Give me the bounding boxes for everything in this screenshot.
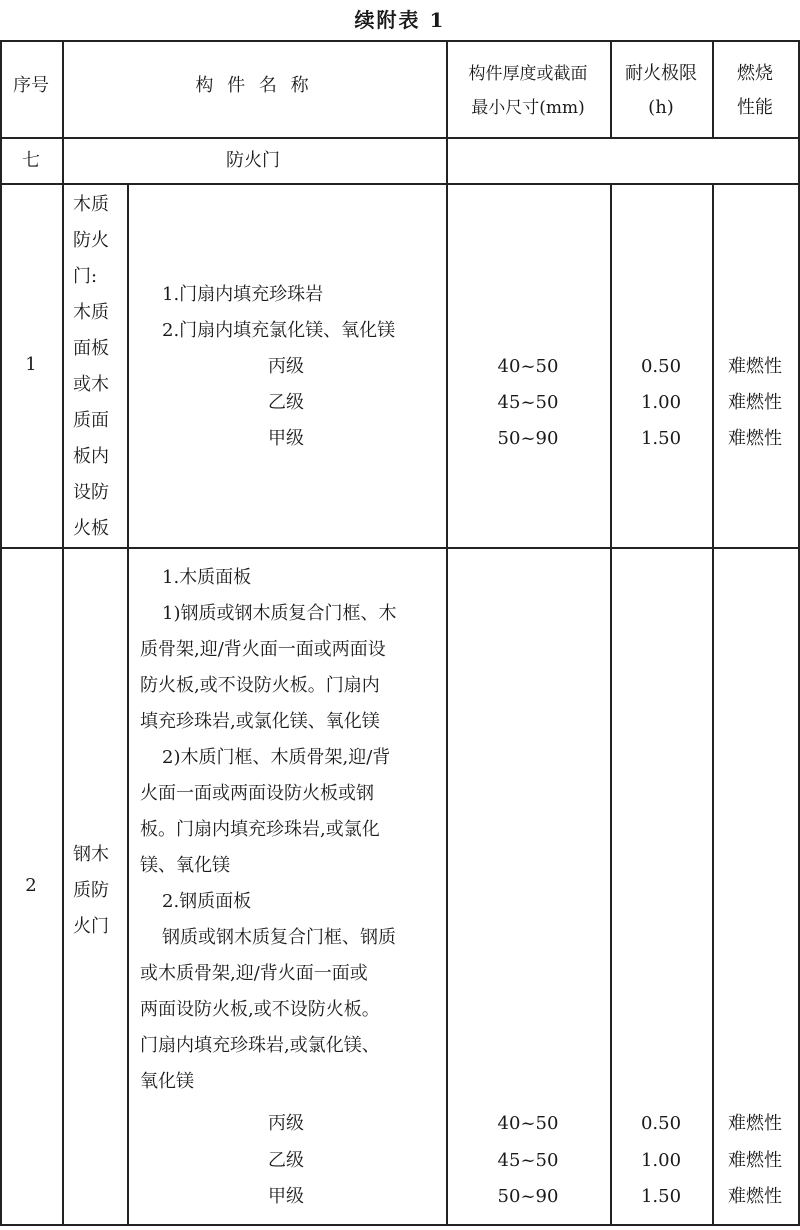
row1-grade: 丙级 <box>268 356 304 377</box>
row2-name-line: 火门 <box>73 916 109 937</box>
row1-bottom-rule <box>0 547 800 549</box>
row1-desc-line: 2.门扇内填充氯化镁、氧化镁 <box>162 320 396 341</box>
row1-name-line: 门: <box>73 266 98 287</box>
fire-resistance-table <box>0 40 800 1226</box>
row2-desc-line: 门扇内填充珍珠岩,或氯化镁、 <box>140 1035 380 1056</box>
row1-name-line: 质面 <box>73 410 109 431</box>
row1-burn: 难燃性 <box>728 392 782 413</box>
row1-grade: 甲级 <box>268 428 304 449</box>
row2-name-line: 质防 <box>73 880 109 901</box>
section-bottom-rule <box>0 183 800 185</box>
header-thickness-line1: 构件厚度或截面 <box>468 64 588 84</box>
row2-desc-line: 1.木质面板 <box>162 567 252 588</box>
row2-fire: 0.50 <box>640 1113 682 1134</box>
row1-name-line: 面板 <box>73 338 109 359</box>
row2-desc-line: 质骨架,迎/背火面一面或两面设 <box>140 639 386 660</box>
row2-burn: 难燃性 <box>728 1150 782 1171</box>
row1-desc-line: 1.门扇内填充珍珠岩 <box>162 284 324 305</box>
header-bottom-rule <box>0 137 800 139</box>
row2-seq: 2 <box>25 875 37 896</box>
table-left-border <box>0 40 2 1226</box>
header-thickness-line2: 最小尺寸(mm) <box>471 98 585 118</box>
row1-fire: 1.00 <box>640 392 682 413</box>
row2-desc-line: 镁、氧化镁 <box>140 855 230 876</box>
row1-fire: 0.50 <box>640 356 682 377</box>
row2-desc-line: 1)钢质或钢木质复合门框、木 <box>162 603 397 624</box>
row2-burn: 难燃性 <box>728 1113 782 1134</box>
row1-name-line: 火板 <box>73 518 109 539</box>
row1-thickness: 50~90 <box>497 428 559 449</box>
col-rule-name-sub <box>127 183 129 1226</box>
row2-desc-line: 2.钢质面板 <box>162 891 252 912</box>
col-rule-name <box>446 40 448 1226</box>
row1-name-line: 防火 <box>73 230 109 251</box>
section-name: 防火门 <box>226 150 280 171</box>
header-burn-line1: 燃烧 <box>737 63 773 84</box>
row2-desc-line: 板。门扇内填充珍珠岩,或氯化 <box>140 819 380 840</box>
section-seq: 七 <box>22 150 40 171</box>
row2-desc-line: 2)木质门框、木质骨架,迎/背 <box>162 747 391 768</box>
row2-desc-line: 火面一面或两面设防火板或钢 <box>140 783 374 804</box>
row2-fire: 1.00 <box>640 1150 682 1171</box>
row2-thickness: 45~50 <box>497 1150 559 1171</box>
row2-thickness: 50~90 <box>497 1186 559 1207</box>
row1-name-line: 板内 <box>73 446 109 467</box>
table-right-border <box>798 40 800 1226</box>
header-fire-line2: (h) <box>648 97 674 118</box>
row2-desc-line: 防火板,或不设防火板。门扇内 <box>140 675 380 696</box>
header-burn-line2: 性能 <box>737 97 773 118</box>
col-rule-thickness <box>610 183 612 1226</box>
col-rule-fire <box>712 183 714 1226</box>
row2-desc-line: 或木质骨架,迎/背火面一面或 <box>140 963 368 984</box>
row1-thickness: 45~50 <box>497 392 559 413</box>
table-bottom-border <box>0 1224 800 1226</box>
row2-fire: 1.50 <box>640 1186 682 1207</box>
header-fire-line1: 耐火极限 <box>625 63 697 84</box>
page-title: 续附表 1 <box>354 8 446 32</box>
row1-fire: 1.50 <box>640 428 682 449</box>
table-top-border <box>0 40 800 42</box>
row2-grade: 丙级 <box>268 1113 304 1134</box>
row1-name-line: 木质 <box>73 194 109 215</box>
row2-desc-line: 钢质或钢木质复合门框、钢质 <box>162 927 396 948</box>
row2-desc-line: 填充珍珠岩,或氯化镁、氧化镁 <box>140 711 380 732</box>
row1-grade: 乙级 <box>268 392 304 413</box>
row2-desc-line: 两面设防火板,或不设防火板。 <box>140 999 380 1020</box>
row2-burn: 难燃性 <box>728 1186 782 1207</box>
row2-name-line: 钢木 <box>73 844 109 865</box>
header-seq: 序号 <box>13 75 49 96</box>
row2-grade: 乙级 <box>268 1150 304 1171</box>
row1-seq: 1 <box>25 354 37 375</box>
col-rule-thickness-head <box>610 40 612 137</box>
header-name: 构 件 名 称 <box>195 75 313 96</box>
row1-name-line: 或木 <box>73 374 109 395</box>
row1-name-line: 木质 <box>73 302 109 323</box>
col-rule-fire-head <box>712 40 714 137</box>
row1-burn: 难燃性 <box>728 356 782 377</box>
row1-name-line: 设防 <box>73 482 109 503</box>
row2-desc-line: 氧化镁 <box>140 1071 194 1092</box>
row1-thickness: 40~50 <box>497 356 559 377</box>
row2-thickness: 40~50 <box>497 1113 559 1134</box>
row1-burn: 难燃性 <box>728 428 782 449</box>
col-rule-seq <box>62 40 64 1226</box>
row2-grade: 甲级 <box>268 1186 304 1207</box>
